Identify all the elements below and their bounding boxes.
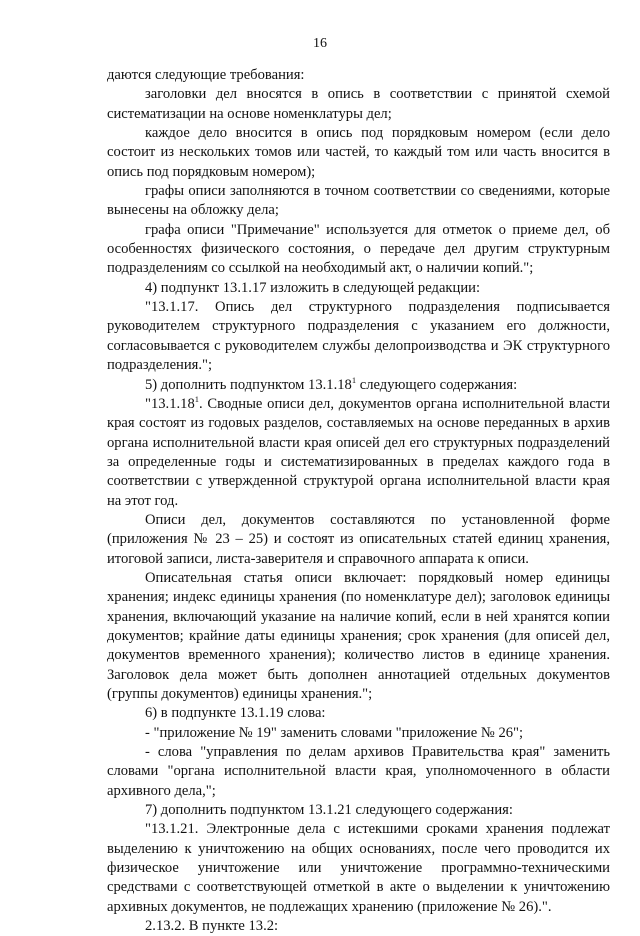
paragraph-item-4: 4) подпункт 13.1.17 изложить в следующей редакции: [145,279,480,296]
paragraph-numbering-rule: каждое дело вносится в опись под порядковым номером (если дело состоит из нескольких томов или частей, то каждый том или часть вносится в опись под порядковым номером); [107,125,610,180]
paragraph-13-1-21: "13.1.21. Электронные дела с истекшими сроками хранения подлежат выделению к уничтожению на общих основаниях, после чего проводится их физическое уничтожение или уничтожение программно-техническими средствами с соответствующей отметкой в акте о выделении к уничтожению архивных документов, не подлежащих хранению (приложение № 26).". [107,821,610,915]
paragraph-13-1-17: "13.1.17. Опись дел структурного подразделения подписывается руководителем структурного подразделения с указанием его должности, согласовывается с руководителем службы делопроизводства и ЭК структурного подразделения."; [107,299,610,374]
paragraph-item-6: 6) в подпункте 13.1.19 слова: [145,705,326,722]
paragraph-item-7: 7) дополнить подпунктом 13.1.21 следующего содержания: [145,802,513,819]
paragraph-2-13-2: 2.13.2. В пункте 13.2: [145,918,279,935]
paragraph-13-1-18-1 [107,395,610,511]
document-body [107,66,610,936]
paragraph-item-6-dash-2: - слова "управления по делам архивов Правительства края" заменить словами "органа исполнительной власти края, уполномоченного в области архивного дела,"; [107,744,610,799]
paragraph-13-1-18-1-before: "13.1.18 [145,395,195,412]
superscript-1: 1 [351,374,357,385]
paragraph-columns-rule: графы описи заполняются в точном соответствии со сведениями, которые вынесены на обложку дела; [107,183,610,219]
paragraph-continuation: даются следующие требования: [107,67,305,83]
paragraph-inventory-forms: Описи дел, документов составляются по установленной форме (приложения № 23 – 25) и состоят из описательных статей единиц хранения, итоговой записи, листа-заверителя и справочного аппарата к описи. [107,511,610,567]
paragraph-headings-rule: заголовки дел вносятся в опись в соответствии с принятой схемой систематизации на основе номенклатуры дел; [107,86,610,122]
paragraph-item-6-dash-1: - "приложение № 19" заменить словами "приложение № 26"; [145,724,524,741]
paragraph-descriptive-article: Описательная статья описи включает: порядковый номер единицы хранения; индекс единицы хранения (по номенклатуре дел); заголовок единицы хранения, включающий указание на наличие копий, если в ней хранятся копии документов; крайние даты единицы хранения; срок хранения (для описей дел, документов временного хранения); количество листов в единице хранения. Заголовок дела может быть дополнен аннотацией отдельных документов (группы документов) единицы хранения."; [107,569,610,702]
paragraph-item-5-after: следующего содержания: [356,376,518,393]
superscript-1: 1 [194,393,199,404]
page-number: 16 [313,36,327,51]
paragraph-13-1-18-1-after: . Сводные описи дел, документов органа исполнительной власти края состоят из годовых разделов, составляемых на основе переданных в архив органа исполнительной власти края описей дел его структурных подразделений за определенные годы и систематизированных в пределах каждого года в соответствии с утвержденной структурой органа исполнительной власти края на этот год. [107,395,610,509]
paragraph-note-column-rule: графа описи "Примечание" используется для отметок о приеме дел, об особенностях физического состояния, о передаче дел другим структурным подразделениям со ссылкой на необходимый акт, о наличии копий."; [107,221,610,277]
paragraph-item-5 [107,376,610,395]
paragraph-item-5-before: 5) дополнить подпунктом 13.1.18 [145,376,352,393]
